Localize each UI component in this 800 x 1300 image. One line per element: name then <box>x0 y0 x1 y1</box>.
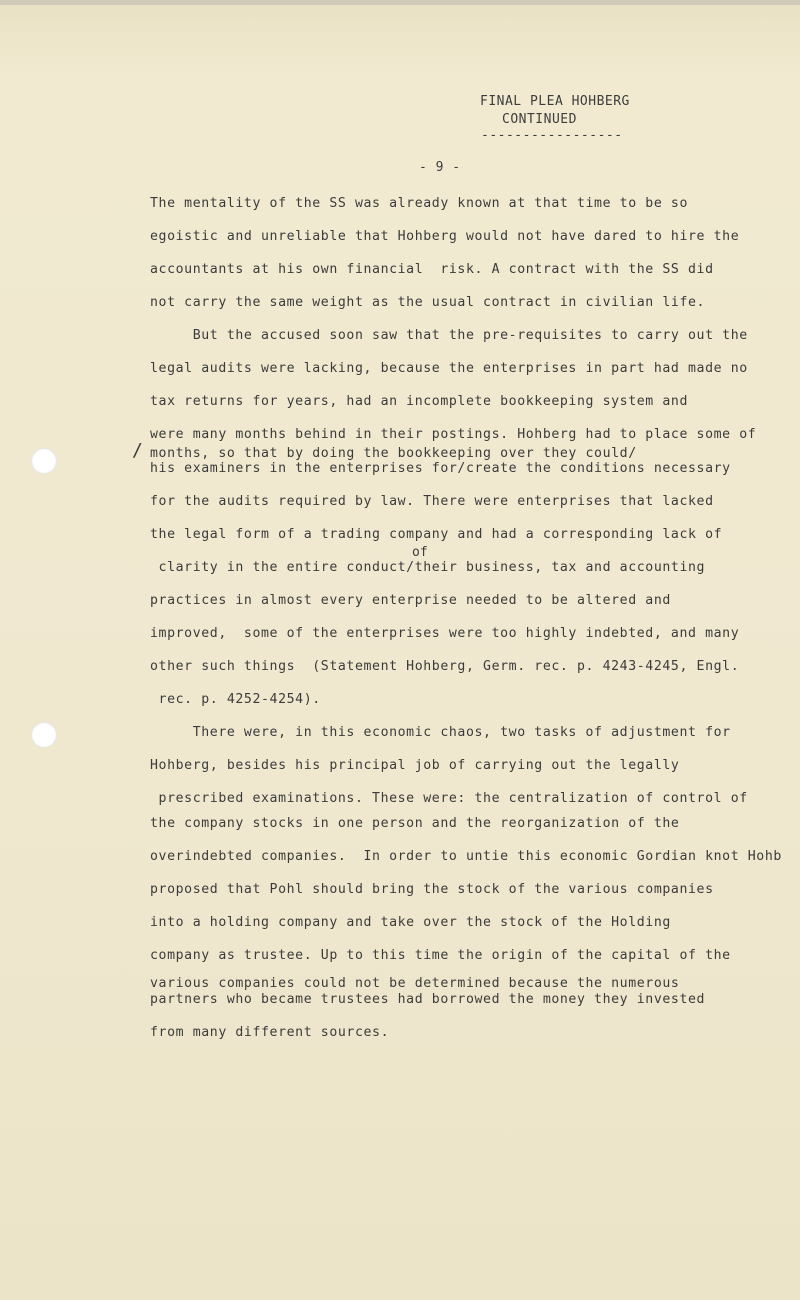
page-number: - 9 - <box>419 160 461 175</box>
text-line: partners who became trustees had borrowed the money they invested <box>150 992 706 1007</box>
text-line: from many different sources. <box>150 1025 390 1040</box>
text-line: rec. p. 4252-4254). <box>150 692 321 707</box>
scan-edge <box>0 0 800 5</box>
text-line: There were, in this economic chaos, two tasks of adjustment for <box>150 725 731 740</box>
text-line: clarity in the entire conduct/their business, tax and accounting <box>150 560 706 575</box>
text-line: not carry the same weight as the usual contract in civilian life. <box>150 295 706 310</box>
text-line: Hohberg, besides his principal job of carrying out the legally <box>150 758 680 773</box>
punch-hole-lower <box>31 722 57 748</box>
text-line: accountants at his own financial risk. A contract with the SS did <box>150 262 714 277</box>
handwritten-insertion-of: of <box>412 545 428 560</box>
text-line: months, so that by doing the bookkeeping over they could/ <box>150 446 637 461</box>
text-line: for the audits required by law. There were enterprises that lacked <box>150 494 714 509</box>
text-line: the legal form of a trading company and had a corresponding lack of <box>150 527 723 542</box>
header-rule: ----------------- <box>481 128 623 143</box>
margin-slash-mark: / <box>132 440 143 461</box>
text-line: tax returns for years, had an incomplete bookkeeping system and <box>150 394 688 409</box>
text-line: improved, some of the enterprises were too highly indebted, and many <box>150 626 740 641</box>
text-line: But the accused soon saw that the pre-requisites to carry out the <box>150 328 748 343</box>
text-line: were many months behind in their postings. Hohberg had to place some of <box>150 427 757 442</box>
text-line: the company stocks in one person and the reorganization of the <box>150 816 680 831</box>
punch-hole-upper <box>31 448 57 474</box>
text-line: overindebted companies. In order to untie this economic Gordian knot Hohb <box>150 849 782 864</box>
text-line: prescribed examinations. These were: the centralization of control of <box>150 791 748 806</box>
text-line: other such things (Statement Hohberg, Germ. rec. p. 4243-4245, Engl. <box>150 659 740 674</box>
document-title: FINAL PLEA HOHBERG <box>480 94 630 109</box>
document-subtitle: CONTINUED <box>502 112 577 127</box>
text-line: legal audits were lacking, because the enterprises in part had made no <box>150 361 748 376</box>
text-line: his examiners in the enterprises for/create the conditions necessary <box>150 461 731 476</box>
text-line: into a holding company and take over the stock of the Holding <box>150 915 671 930</box>
text-line: various companies could not be determined because the numerous <box>150 976 680 991</box>
text-line: egoistic and unreliable that Hohberg would not have dared to hire the <box>150 229 740 244</box>
text-line: The mentality of the SS was already known at that time to be so <box>150 196 688 211</box>
text-line: company as trustee. Up to this time the origin of the capital of the <box>150 948 731 963</box>
text-line: proposed that Pohl should bring the stock of the various companies <box>150 882 714 897</box>
text-line: practices in almost every enterprise needed to be altered and <box>150 593 671 608</box>
